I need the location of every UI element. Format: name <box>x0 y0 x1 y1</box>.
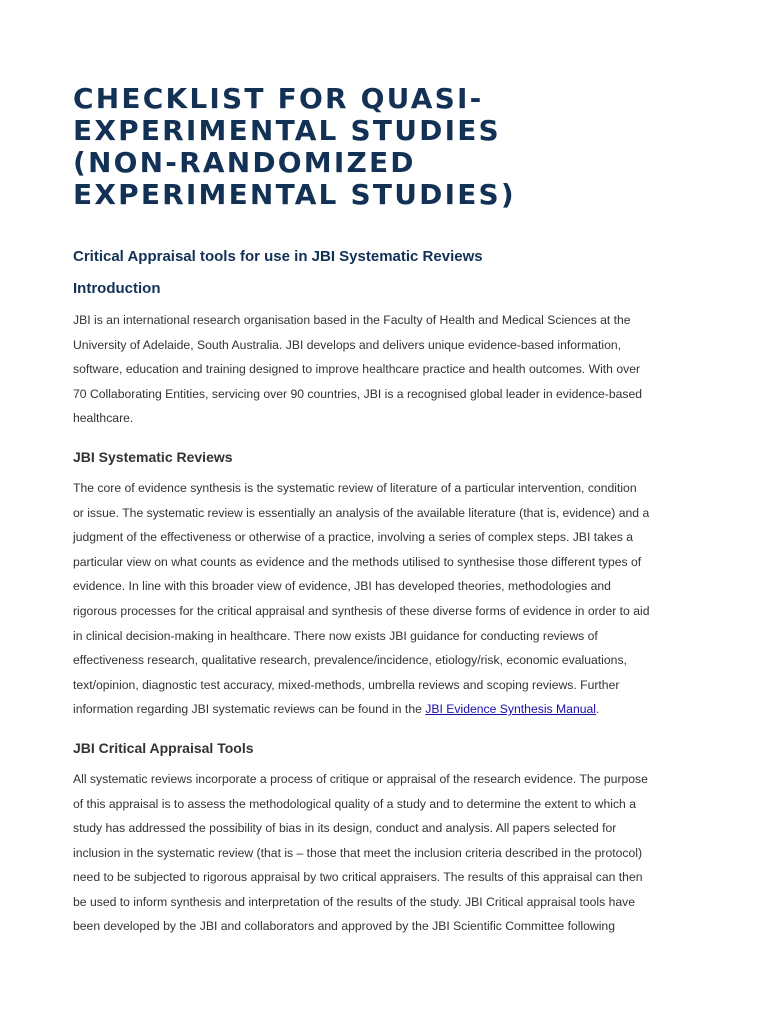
text-line: study has addressed the possibility of bias in its design, conduct and analysis. All papers selected for <box>73 821 617 836</box>
text-fragment: information regarding JBI systematic reviews can be found in the <box>73 702 426 717</box>
text-line: The core of evidence synthesis is the systematic review of literature of a particular intervention, condition <box>73 480 637 495</box>
text-line-with-link <box>73 697 698 722</box>
evidence-synthesis-manual-link[interactable]: JBI Evidence Synthesis Manual <box>425 702 596 717</box>
text-line: University of Adelaide, South Australia. JBI develops and delivers unique evidence-based information, <box>73 337 622 352</box>
text-line: of this appraisal is to assess the methodological quality of a study and to determine the extent to which a <box>73 796 636 811</box>
text-line: inclusion in the systematic review (that is – those that meet the inclusion criteria described in the protocol) <box>73 845 643 860</box>
text-line: been developed by the JBI and collaborators and approved by the JBI Scientific Committee following <box>73 919 615 934</box>
critical-appraisal-heading: JBI Critical Appraisal Tools <box>73 739 254 756</box>
text-line: 70 Collaborating Entities, servicing over 90 countries, JBI is a recognised global leader in evidence-based <box>73 386 643 401</box>
text-line: need to be subjected to rigorous appraisal by two critical appraisers. The results of this appraisal can then <box>73 870 643 885</box>
introduction-heading: Introduction <box>73 280 161 297</box>
document-title <box>73 83 698 211</box>
text-line: text/opinion, diagnostic test accuracy, mixed-methods, umbrella reviews and scoping reviews. Further <box>73 677 620 692</box>
systematic-reviews-heading: JBI Systematic Reviews <box>73 448 233 465</box>
text-line: healthcare. <box>73 411 134 426</box>
text-line: or issue. The systematic review is essentially an analysis of the available literature (that is, evidence) and a <box>73 505 650 520</box>
text-line: effectiveness research, qualitative research, prevalence/incidence, etiology/risk, economic evaluations, <box>73 653 627 668</box>
systematic-reviews-paragraph <box>73 476 698 722</box>
title-line: EXPERIMENTAL STUDIES <box>73 114 501 147</box>
critical-appraisal-paragraph <box>73 767 698 939</box>
text-line: judgment of the effectiveness or otherwise of a practice, involving a series of complex steps. JBI takes a <box>73 530 634 545</box>
document-subtitle: Critical Appraisal tools for use in JBI Systematic Reviews <box>73 248 483 265</box>
text-line: evidence. In line with this broader view of evidence, JBI has developed theories, methodologies and <box>73 579 611 594</box>
text-fragment: . <box>595 702 600 717</box>
title-line: CHECKLIST FOR QUASI- <box>73 82 484 115</box>
text-line: particular view on what counts as evidence and the methods utilised to synthesise those different types of <box>73 554 642 569</box>
text-line: be used to inform synthesis and interpretation of the results of the study. JBI Critical appraisal tools have <box>73 894 636 909</box>
text-line: All systematic reviews incorporate a process of critique or appraisal of the research evidence. The purpose <box>73 771 648 786</box>
text-line: rigorous processes for the critical appraisal and synthesis of these diverse forms of evidence in order to aid <box>73 603 650 618</box>
introduction-paragraph <box>73 308 698 431</box>
text-line: in clinical decision-making in healthcare. There now exists JBI guidance for conducting reviews of <box>73 628 598 643</box>
title-line: EXPERIMENTAL STUDIES) <box>73 178 516 211</box>
document-page <box>73 83 698 939</box>
text-line: software, education and training designed to improve healthcare practice and health outcomes. With over <box>73 362 641 377</box>
text-line: JBI is an international research organisation based in the Faculty of Health and Medical Sciences at the <box>73 313 631 327</box>
title-line: (NON-RANDOMIZED <box>73 146 416 179</box>
